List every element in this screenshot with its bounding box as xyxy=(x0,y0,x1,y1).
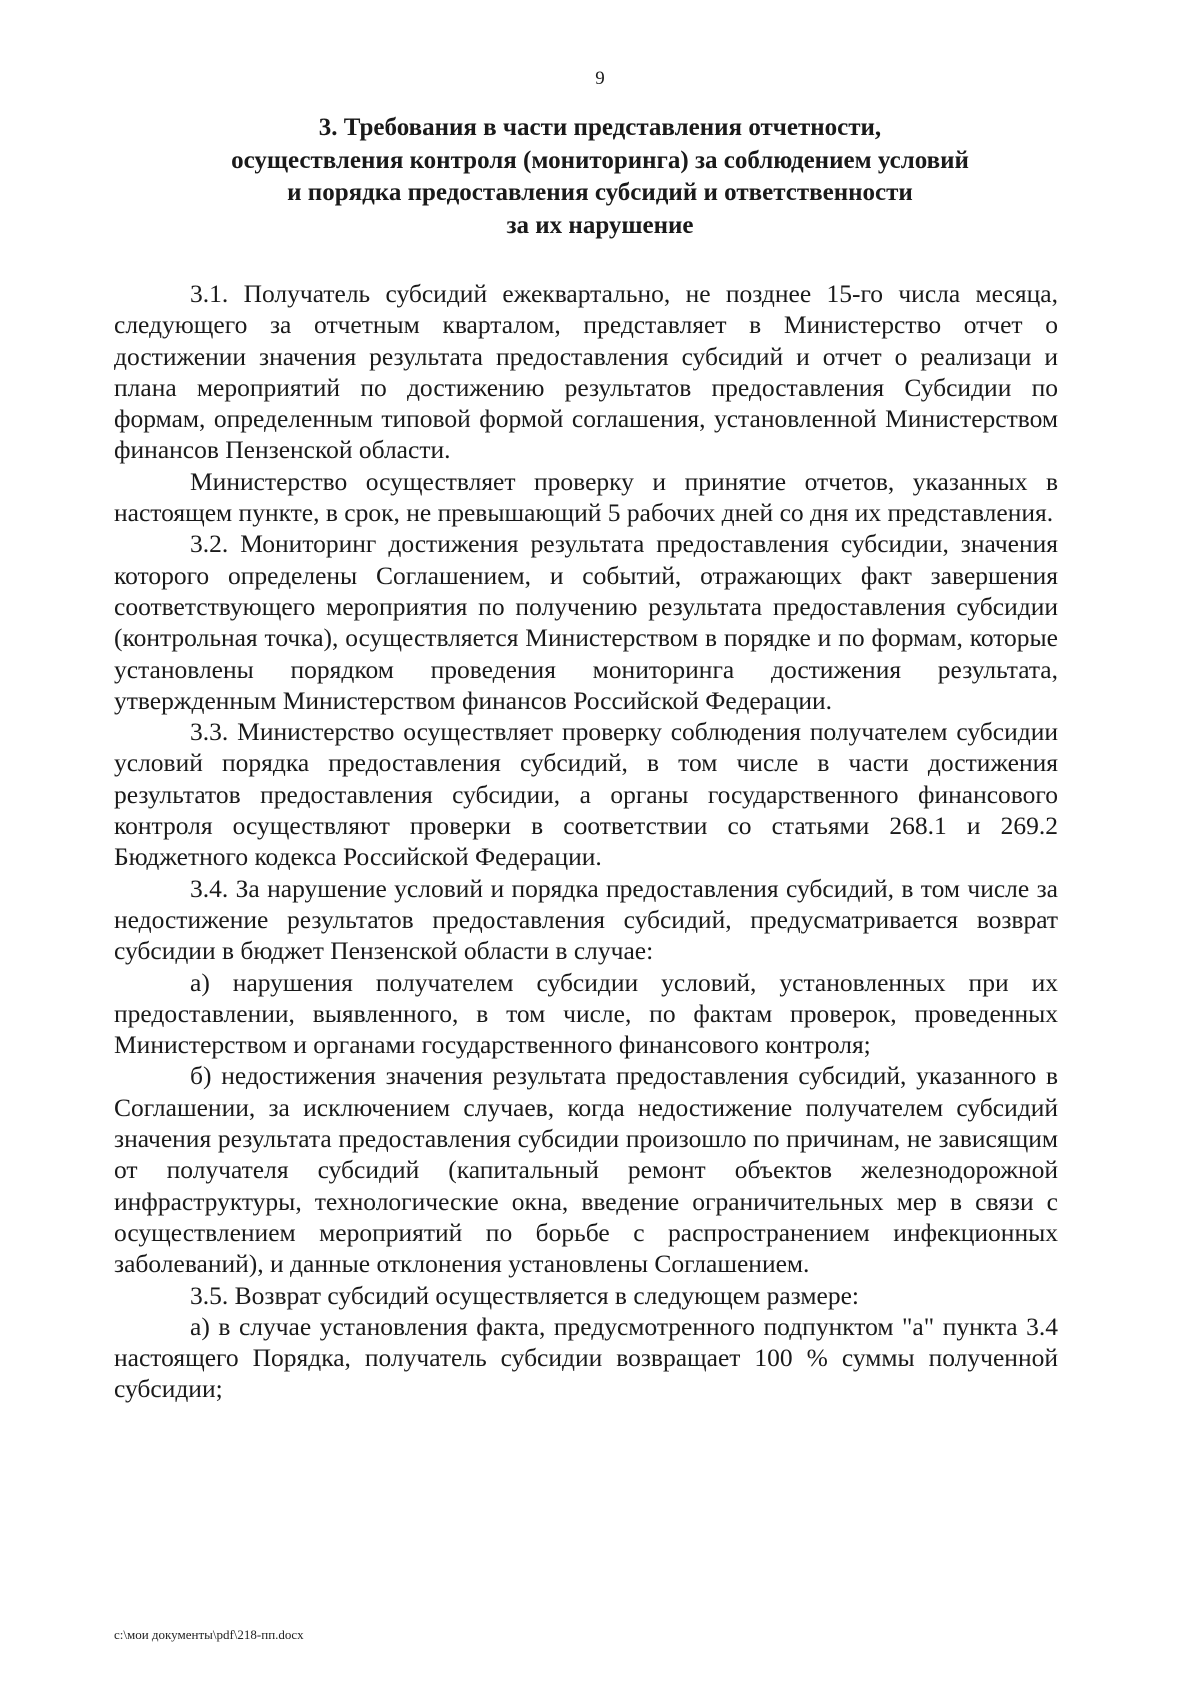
paragraph-3-2: 3.2. Мониторинг достижения результата предоставления субсидии, значения которого определены Соглашением, и событий, отражающих факт завершения соответствующего мероприятия по получению результата предоставления субсидии (контрольная точка), осуществляется Министерством в порядке и по формам, которые установлены порядком проведения мониторинга достижения результата, утвержденным Министерством финансов Российской Федерации. xyxy=(114,529,1058,715)
section-title xyxy=(150,112,1050,242)
paragraph-3-5: 3.5. Возврат субсидий осуществляется в следующем размере: xyxy=(190,1280,859,1310)
section-title-line: 3. Требования в части представления отчетности, xyxy=(318,114,882,141)
page-number: 9 xyxy=(595,68,605,89)
paragraph-3-4: 3.4. За нарушение условий и порядка предоставления субсидий, в том числе за недостижение результатов предоставления субсидий, предусматривается возврат субсидии в бюджет Пензенской области в случае: xyxy=(114,873,1058,966)
paragraph-3-4-a: а) нарушения получателем субсидии условий, установленных при их предоставлении, выявленного, в том числе, по фактам проверок, проведенных Министерством и органами государственного финансового контроля; xyxy=(114,967,1058,1060)
document-body xyxy=(114,278,1058,1405)
section-title-line: осуществления контроля (мониторинга) за соблюдением условий xyxy=(231,146,969,174)
footer-file-path: c:\мои документы\pdf\218-пп.docx xyxy=(114,1627,304,1642)
section-title-line: за их нарушение xyxy=(506,211,694,239)
section-title-line: и порядка предоставления субсидий и ответственности xyxy=(287,179,913,206)
paragraph-3-1-review: Министерство осуществляет проверку и принятие отчетов, указанных в настоящем пункте, в срок, не превышающий 5 рабочих дней со дня их представления. xyxy=(114,466,1058,528)
paragraph-3-1: 3.1. Получатель субсидий ежеквартально, не позднее 15-го числа месяца, следующего за отчетным кварталом, представляет в Министерство отчет о достижении значения результата предоставления субсидий и отчет о реализаци и плана мероприятий по достижению результатов предоставления Субсидии по формам, определенным типовой формой соглашения, установленной Министерством финансов Пензенской области. xyxy=(114,279,1058,465)
paragraph-3-5-a: а) в случае установления факта, предусмотренного подпунктом "а" пункта 3.4 настоящего Порядка, получатель субсидии возвращает 100 % суммы полученной субсидии; xyxy=(114,1311,1058,1404)
paragraph-3-3: 3.3. Министерство осуществляет проверку соблюдения получателем субсидии условий порядка предоставления субсидий, в том числе в части достижения результатов предоставления субсидии, а органы государственного финансового контроля осуществляют проверки в соответствии со статьями 268.1 и 269.2 Бюджетного кодекса Российской Федерации. xyxy=(114,717,1058,872)
paragraph-3-4-b: б) недостижения значения результата предоставления субсидий, указанного в Соглашении, за исключением случаев, когда недостижение получателем субсидий значения результата предоставления субсидии произошло по причинам, не зависящим от получателя субсидий (капитальный ремонт объектов железнодорожной инфраструктуры, технологические окна, введение ограничительных мер в связи с осуществлением мероприятий по борьбе с распространением инфекционных заболеваний), и данные отклонения установлены Соглашением. xyxy=(114,1061,1058,1279)
